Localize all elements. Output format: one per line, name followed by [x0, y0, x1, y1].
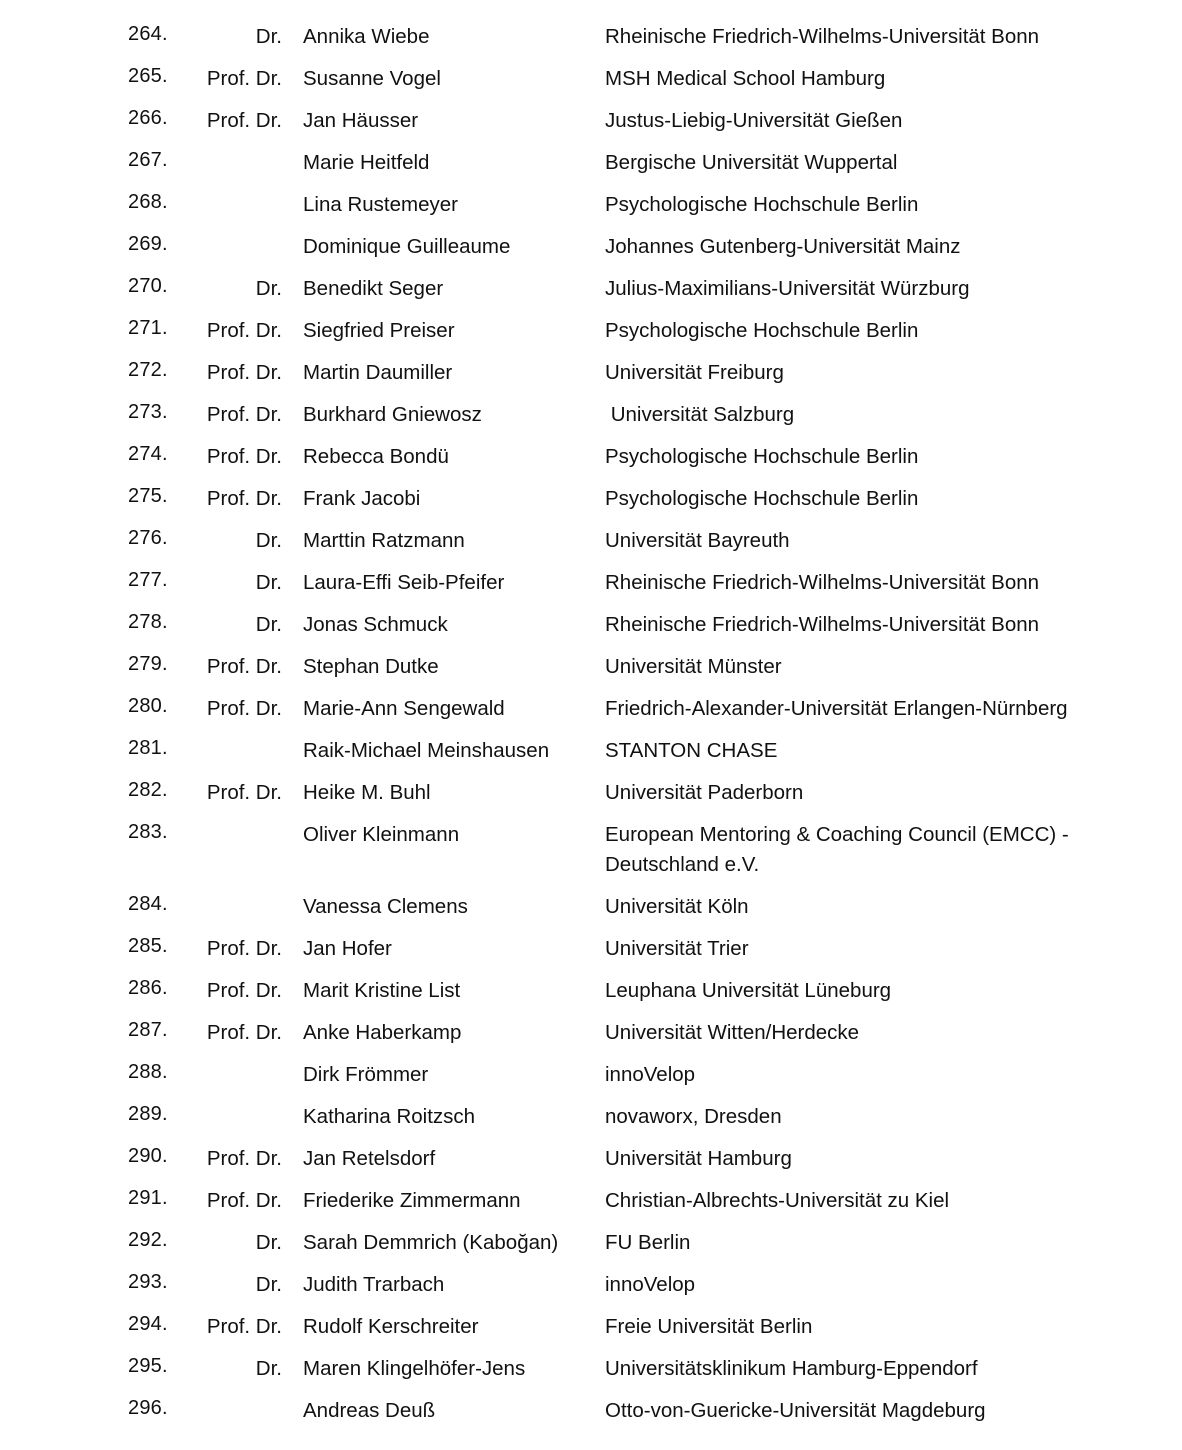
list-item	[0, 350, 1182, 392]
person-name: Friederike Zimmermann	[303, 1189, 521, 1212]
academic-title: Prof. Dr.	[206, 1147, 282, 1170]
entry-number: 293.	[128, 1271, 168, 1293]
person-name: Susanne Vogel	[303, 67, 441, 90]
person-name: Oliver Kleinmann	[303, 823, 460, 846]
person-name: Dirk Frömmer	[303, 1063, 429, 1086]
person-name: Jan Hofer	[303, 937, 392, 960]
entry-number: 275.	[128, 485, 168, 507]
list-item	[0, 728, 1182, 770]
institution: Rheinische Friedrich-Wilhelms-Universität Bonn	[605, 571, 1040, 594]
institution: MSH Medical School Hamburg	[605, 67, 886, 90]
list-item	[0, 140, 1182, 182]
entry-number: 294.	[128, 1313, 168, 1335]
entry-number: 277.	[128, 569, 168, 591]
institution: Julius-Maximilians-Universität Würzburg	[605, 277, 970, 300]
person-name: Marttin Ratzmann	[303, 529, 465, 552]
institution: Psychologische Hochschule Berlin	[605, 445, 919, 468]
entry-number: 271.	[128, 317, 168, 339]
academic-title: Prof. Dr.	[206, 403, 282, 426]
list-item	[0, 812, 1182, 884]
institution: Universität Freiburg	[605, 361, 784, 384]
academic-title: Dr.	[255, 1273, 282, 1296]
person-name: Maren Klingelhöfer-Jens	[303, 1357, 526, 1380]
institution: Psychologische Hochschule Berlin	[605, 487, 919, 510]
person-name: Judith Trarbach	[303, 1273, 445, 1296]
list-item	[0, 266, 1182, 308]
institution: STANTON CHASE	[605, 739, 778, 762]
list-item	[0, 1010, 1182, 1052]
entry-number: 284.	[128, 893, 168, 915]
list-item	[0, 1346, 1182, 1388]
person-name: Laura-Effi Seib-Pfeifer	[303, 571, 505, 594]
institution: Universität Trier	[605, 937, 749, 960]
list-item	[0, 476, 1182, 518]
institution: Universität Witten/Herdecke	[605, 1021, 860, 1044]
list-item	[0, 98, 1182, 140]
list-item	[0, 1304, 1182, 1346]
academic-title: Prof. Dr.	[206, 655, 282, 678]
list-item	[0, 1136, 1182, 1178]
person-name: Rebecca Bondü	[303, 445, 449, 468]
entry-number: 288.	[128, 1061, 168, 1083]
academic-title: Prof. Dr.	[206, 361, 282, 384]
entry-number: 267.	[128, 149, 168, 171]
academic-title: Dr.	[255, 277, 282, 300]
list-item	[0, 224, 1182, 266]
academic-title: Dr.	[255, 1357, 282, 1380]
institution: Universität Hamburg	[605, 1147, 792, 1170]
person-name: Heike M. Buhl	[303, 781, 431, 804]
list-item	[0, 1178, 1182, 1220]
list-item	[0, 926, 1182, 968]
entry-number: 276.	[128, 527, 168, 549]
academic-title: Prof. Dr.	[206, 1189, 282, 1212]
list-item	[0, 1262, 1182, 1304]
signatory-list	[0, 14, 1182, 1430]
entry-number: 290.	[128, 1145, 168, 1167]
entry-number: 268.	[128, 191, 168, 213]
institution: Universitätsklinikum Hamburg-Eppendorf	[605, 1357, 978, 1380]
entry-number: 273.	[128, 401, 168, 423]
entry-number: 283.	[128, 821, 168, 843]
academic-title: Prof. Dr.	[206, 109, 282, 132]
entry-number: 274.	[128, 443, 168, 465]
list-item	[0, 884, 1182, 926]
institution: Universität Salzburg	[605, 403, 795, 426]
person-name: Marie Heitfeld	[303, 151, 430, 174]
list-item	[0, 1388, 1182, 1430]
academic-title: Prof. Dr.	[206, 781, 282, 804]
list-item	[0, 560, 1182, 602]
list-item	[0, 56, 1182, 98]
person-name: Raik-Michael Meinshausen	[303, 739, 550, 762]
entry-number: 296.	[128, 1397, 168, 1419]
person-name: Katharina Roitzsch	[303, 1105, 476, 1128]
list-item	[0, 1052, 1182, 1094]
institution: Johannes Gutenberg-Universität Mainz	[605, 235, 961, 258]
institution: Bergische Universität Wuppertal	[605, 151, 898, 174]
entry-number: 286.	[128, 977, 168, 999]
institution: FU Berlin	[605, 1231, 691, 1254]
person-name: Siegfried Preiser	[303, 319, 455, 342]
institution: Freie Universität Berlin	[605, 1315, 813, 1338]
list-item	[0, 518, 1182, 560]
institution: European Mentoring & Coaching Council (EMCC) - Deutschland e.V.	[605, 823, 1069, 876]
institution: Psychologische Hochschule Berlin	[605, 319, 919, 342]
person-name: Marie-Ann Sengewald	[303, 697, 505, 720]
institution: Psychologische Hochschule Berlin	[605, 193, 919, 216]
person-name: Vanessa Clemens	[303, 895, 468, 918]
institution: Christian-Albrechts-Universität zu Kiel	[605, 1189, 950, 1212]
person-name: Lina Rustemeyer	[303, 193, 458, 216]
academic-title: Prof. Dr.	[206, 937, 282, 960]
institution: Universität Köln	[605, 895, 749, 918]
person-name: Benedikt Seger	[303, 277, 444, 300]
person-name: Sarah Demmrich (Kaboğan)	[303, 1231, 559, 1254]
academic-title: Prof. Dr.	[206, 487, 282, 510]
person-name: Jan Häusser	[303, 109, 419, 132]
list-item	[0, 644, 1182, 686]
academic-title: Prof. Dr.	[206, 445, 282, 468]
entry-number: 291.	[128, 1187, 168, 1209]
institution: novaworx, Dresden	[605, 1105, 782, 1128]
academic-title: Prof. Dr.	[206, 979, 282, 1002]
entry-number: 270.	[128, 275, 168, 297]
institution: Otto-von-Guericke-Universität Magdeburg	[605, 1399, 986, 1422]
academic-title: Prof. Dr.	[206, 319, 282, 342]
list-item	[0, 1094, 1182, 1136]
institution: innoVelop	[605, 1273, 696, 1296]
list-item	[0, 14, 1182, 56]
entry-number: 278.	[128, 611, 168, 633]
list-item	[0, 434, 1182, 476]
list-item	[0, 968, 1182, 1010]
entry-number: 287.	[128, 1019, 168, 1041]
entry-number: 265.	[128, 65, 168, 87]
list-item	[0, 1220, 1182, 1262]
list-item	[0, 602, 1182, 644]
person-name: Jonas Schmuck	[303, 613, 448, 636]
entry-number: 264.	[128, 23, 168, 45]
institution: Universität Bayreuth	[605, 529, 790, 552]
person-name: Dominique Guilleaume	[303, 235, 511, 258]
entry-number: 280.	[128, 695, 168, 717]
entry-number: 279.	[128, 653, 168, 675]
entry-number: 269.	[128, 233, 168, 255]
person-name: Burkhard Gniewosz	[303, 403, 482, 426]
institution: Rheinische Friedrich-Wilhelms-Universität Bonn	[605, 613, 1040, 636]
entry-number: 295.	[128, 1355, 168, 1377]
entry-number: 272.	[128, 359, 168, 381]
institution: Rheinische Friedrich-Wilhelms-Universität Bonn	[605, 25, 1040, 48]
institution: Leuphana Universität Lüneburg	[605, 979, 892, 1002]
list-item	[0, 182, 1182, 224]
institution: Universität Münster	[605, 655, 782, 678]
person-name: Stephan Dutke	[303, 655, 439, 678]
person-name: Andreas Deuß	[303, 1399, 436, 1422]
academic-title: Prof. Dr.	[206, 697, 282, 720]
entry-number: 292.	[128, 1229, 168, 1251]
academic-title: Prof. Dr.	[206, 1021, 282, 1044]
academic-title: Dr.	[255, 1231, 282, 1254]
institution: Justus-Liebig-Universität Gießen	[605, 109, 903, 132]
person-name: Martin Daumiller	[303, 361, 453, 384]
person-name: Rudolf Kerschreiter	[303, 1315, 479, 1338]
academic-title: Dr.	[255, 571, 282, 594]
entry-number: 289.	[128, 1103, 168, 1125]
list-item	[0, 392, 1182, 434]
entry-number: 282.	[128, 779, 168, 801]
institution: Universität Paderborn	[605, 781, 804, 804]
academic-title: Dr.	[255, 529, 282, 552]
academic-title: Dr.	[255, 613, 282, 636]
academic-title: Prof. Dr.	[206, 1315, 282, 1338]
list-item	[0, 308, 1182, 350]
academic-title: Prof. Dr.	[206, 67, 282, 90]
person-name: Jan Retelsdorf	[303, 1147, 436, 1170]
entry-number: 266.	[128, 107, 168, 129]
person-name: Anke Haberkamp	[303, 1021, 462, 1044]
list-item	[0, 770, 1182, 812]
entry-number: 281.	[128, 737, 168, 759]
person-name: Frank Jacobi	[303, 487, 421, 510]
person-name: Annika Wiebe	[303, 25, 430, 48]
academic-title: Dr.	[255, 25, 282, 48]
list-item	[0, 686, 1182, 728]
entry-number: 285.	[128, 935, 168, 957]
institution: Friedrich-Alexander-Universität Erlangen-Nürnberg	[605, 697, 1068, 720]
institution: innoVelop	[605, 1063, 696, 1086]
person-name: Marit Kristine List	[303, 979, 461, 1002]
